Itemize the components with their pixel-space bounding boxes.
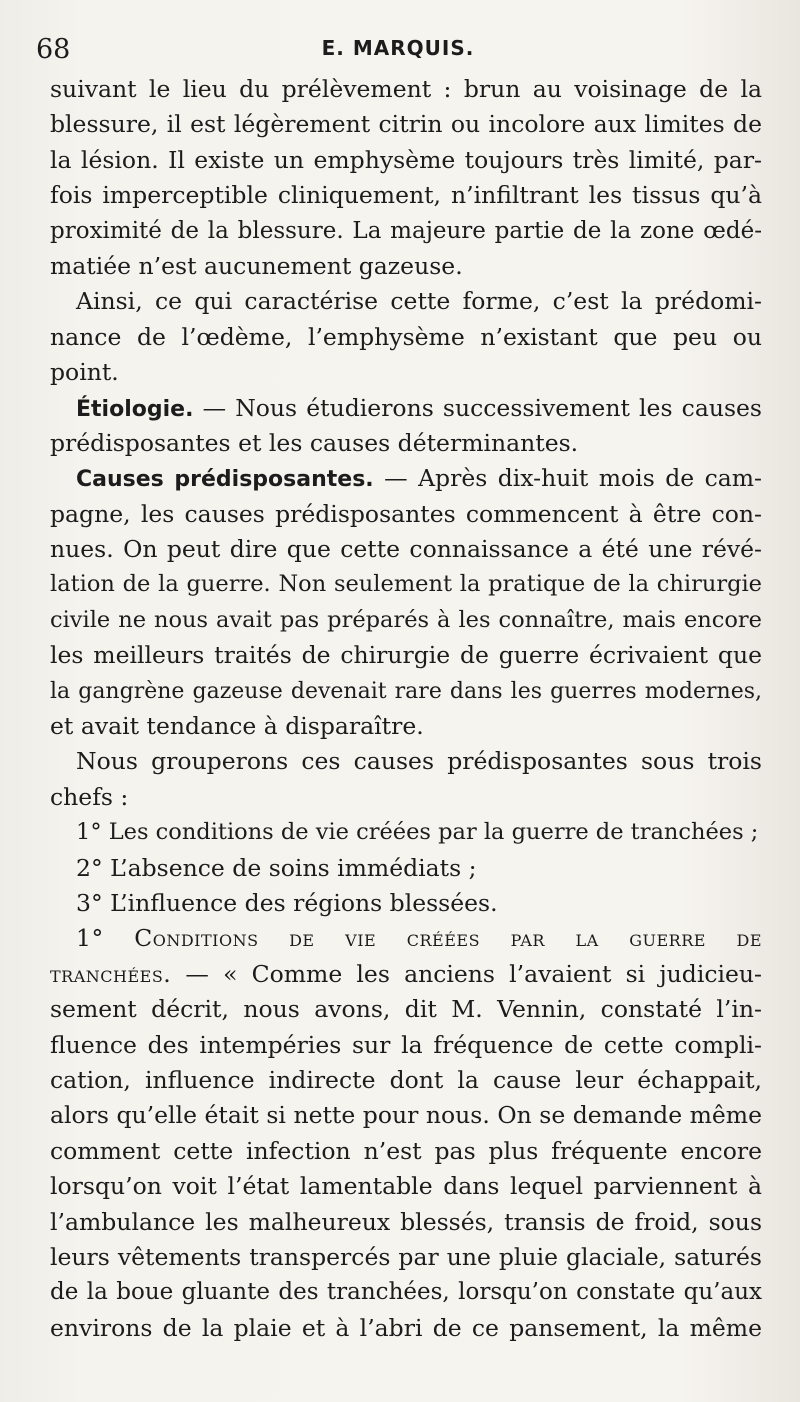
- text-line: et avait tendance à disparaître.: [50, 712, 424, 741]
- section-line-tranchees: [50, 957, 762, 992]
- text-line: lation de la guerre. Non seulement la pratique de la chirurgie: [50, 571, 762, 598]
- text-line: prédisposantes et les causes déterminantes.: [50, 428, 579, 457]
- text-line: l’ambulance les malheureux blessés, transis de froid, sous: [50, 1207, 762, 1236]
- heading-causes-predisposantes: Causes prédisposantes.: [76, 467, 374, 493]
- text-line: nues. On peut dire que cette connaissance a été une révé-: [50, 535, 762, 564]
- text-line: matiée n’est aucunement gazeuse.: [50, 251, 463, 280]
- list-item: 2° L’absence de soins immédiats ;: [76, 853, 477, 882]
- text-line: point.: [50, 358, 119, 387]
- text-line: civile ne nous avait pas préparés à les connaître, mais encore: [50, 606, 762, 633]
- text-line: la lésion. Il existe un emphysème toujours très limité, par-: [50, 145, 762, 174]
- text-line: fois imperceptible cliniquement, n’infiltrant les tissus qu’à: [50, 181, 762, 210]
- list-item: 3° L’influence des régions blessées.: [76, 888, 498, 917]
- body-text: [50, 72, 762, 1346]
- text-line: comment cette infection n’est pas plus fréquente encore: [50, 1136, 762, 1165]
- text-line: la gangrène gazeuse devenait rare dans les guerres modernes,: [50, 678, 762, 704]
- text-line: les meilleurs traités de chirurgie de guerre écrivaient que: [50, 641, 762, 670]
- heading-etiologie: Étiologie.: [76, 396, 194, 422]
- text-line: blessure, il est légèrement citrin ou incolore aux limites de: [50, 110, 762, 139]
- text-line: fluence des intempéries sur la fréquence de cette compli-: [50, 1030, 762, 1059]
- text-run: — Après dix-huit mois de cam-: [373, 464, 762, 493]
- text-line: lorsqu’on voit l’état lamentable dans lequel parviennent à: [50, 1172, 762, 1201]
- section-line-causes: [50, 461, 762, 496]
- list-item: 1° Les conditions de vie créées par la guerre de tranchées ;: [76, 819, 759, 846]
- running-head: E. MARQUIS.: [321, 36, 475, 60]
- subheading-tranchees: tranchées.: [50, 959, 172, 988]
- text-line: suivant le lieu du prélèvement : brun au voisinage de la: [50, 75, 762, 103]
- text-line: Ainsi, ce qui caractérise cette forme, c’est la prédomi-: [76, 287, 762, 316]
- page-header: [36, 34, 760, 70]
- text-line: Nous grouperons ces causes prédisposantes sous trois: [76, 747, 762, 776]
- text-line: cation, influence indirecte dont la cause leur échappait,: [50, 1065, 762, 1094]
- text-line: environs de la plaie et à l’abri de ce pansement, la même: [50, 1313, 762, 1342]
- text-line: nance de l’œdème, l’emphysème n’existant que peu ou: [50, 322, 762, 351]
- text-line: leurs vêtements transpercés par une pluie glaciale, saturés: [50, 1242, 762, 1271]
- text-line: pagne, les causes prédisposantes commencent à être con-: [50, 499, 762, 528]
- text-line: alors qu’elle était si nette pour nous. On se demande même: [50, 1101, 762, 1130]
- text-line: de la boue gluante des tranchées, lorsqu’on constate qu’aux: [50, 1279, 762, 1306]
- subheading-conditions: 1° Conditions de vie créées par la guerre de: [76, 924, 762, 953]
- page-number: 68: [36, 34, 71, 65]
- text-line: sement décrit, nous avons, dit M. Vennin, constaté l’in-: [50, 995, 762, 1024]
- text-line: chefs :: [50, 782, 129, 811]
- text-line: proximité de la blessure. La majeure partie de la zone œdé-: [50, 217, 762, 244]
- text-run: — « Comme les anciens l’avaient si judicieu-: [171, 959, 762, 988]
- section-line-etiologie: [50, 391, 762, 426]
- text-run: — Nous étudierons successivement les causes: [193, 393, 762, 422]
